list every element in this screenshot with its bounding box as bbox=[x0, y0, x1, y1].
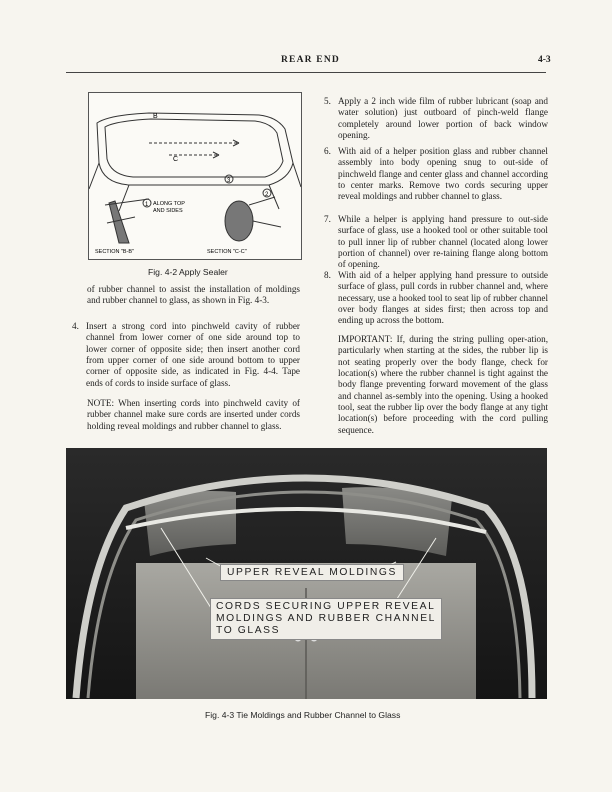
step-5 bbox=[324, 96, 548, 141]
figure-4-3-photo bbox=[66, 448, 547, 699]
continuation-text: of rubber channel to assist the installation of moldings and rubber channel to glass, as shown in Fig. 4-3. bbox=[87, 284, 300, 306]
sealer-diagram bbox=[89, 93, 301, 259]
window-outline bbox=[97, 113, 293, 185]
section-c-label: SECTION "C-C" bbox=[207, 249, 247, 255]
callout-upper-reveal-moldings: UPPER REVEAL MOLDINGS bbox=[220, 564, 404, 581]
step-7 bbox=[324, 214, 548, 271]
step-7-number: 7. bbox=[324, 214, 331, 224]
step-8 bbox=[324, 270, 548, 327]
step-6-text: With aid of a helper position glass and rubber channel assembly into body opening snug to out-side of pinchweld flange and center glass and channel according to center marks. Remove two cords securing upper reveal moldings and rubber channel to glass. bbox=[338, 146, 548, 202]
window-inner-outline bbox=[105, 119, 283, 177]
c-marker: C bbox=[173, 156, 179, 163]
along-top-label: ALONG TOP bbox=[153, 201, 185, 207]
step-6-number: 6. bbox=[324, 146, 331, 156]
step-8-text: With aid of a helper applying hand pressure to outside surface of glass, pull cords in rubber channel and, where necessary, use a hooked tool to seat lip of rubber channel over body flanges at sides first; then across top and ending up across the bottom. bbox=[338, 270, 548, 326]
step-6 bbox=[324, 146, 548, 203]
step-7-text: While a helper is applying hand pressure to out-side surface of glass, use a hooked tool or other suitable tool to pull inner lip of rubber channel (located along lower portion of channel) over re-taining flange along bottom of opening. bbox=[338, 214, 548, 270]
figure-4-3-caption: Fig. 4-3 Tie Moldings and Rubber Channel to Glass bbox=[205, 710, 401, 720]
page-number: 4-3 bbox=[538, 55, 551, 65]
b-marker: B bbox=[153, 113, 158, 120]
header-rule bbox=[66, 72, 546, 73]
and-sides-label: AND SIDES bbox=[153, 208, 183, 214]
callout-2: 2 bbox=[265, 192, 269, 198]
step-5-number: 5. bbox=[324, 96, 331, 106]
callout-cords bbox=[210, 598, 442, 640]
note-text: NOTE: When inserting cords into pinchweld cavity of rubber channel make sure cords are inserted under cords holding reveal moldings and rubber channel to glass. bbox=[87, 398, 300, 431]
figure-4-2-caption: Fig. 4-2 Apply Sealer bbox=[148, 267, 228, 277]
step-4 bbox=[72, 321, 300, 389]
important-block bbox=[338, 334, 548, 436]
figure-4-2 bbox=[88, 92, 302, 260]
section-c-sealer bbox=[225, 201, 253, 241]
deck-lines bbox=[119, 185, 279, 211]
section-b-label: SECTION "B-B" bbox=[95, 249, 135, 255]
left-continuation bbox=[87, 284, 300, 307]
step-4-number: 4. bbox=[72, 321, 79, 331]
callout-cords-line-1: CORDS SECURING UPPER REVEAL bbox=[216, 601, 436, 612]
callout-3: 3 bbox=[227, 178, 231, 184]
callout-cords-line-2: MOLDINGS AND RUBBER CHANNEL bbox=[216, 613, 436, 624]
step-5-text: Apply a 2 inch wide film of rubber lubricant (soap and water solution) just outboard of pinch-weld flange completely around lower portion of back window opening. bbox=[338, 96, 548, 141]
note-block bbox=[87, 398, 300, 432]
important-text: IMPORTANT: If, during the string pulling oper-ation, particularly when starting at the sides, the rubber lip is not seating properly over the body flange, check for location(s) where the rubber channel is tight against the body flange preventing forward movement of the glass and channel as-sembly into the opening. Using a hooked tool, seat the rubber lip over the body flange at any tight location(s) before proceeding with the cord pulling sequence. bbox=[338, 334, 548, 435]
running-header: REAR END bbox=[281, 55, 340, 65]
callout-cords-line-3: TO GLASS bbox=[216, 625, 281, 636]
step-4-text: Insert a strong cord into pinchweld cavity of rubber channel from lower corner of one side around top to lower corner of opposite side; then insert another cord from upper corner of one side around bottom to upper corner of opposite side, as indicated in Fig. 4-4. Tape ends of cords to inside surface of glass. bbox=[86, 321, 300, 388]
step-8-number: 8. bbox=[324, 270, 331, 280]
callout-1: 1 bbox=[145, 202, 149, 208]
